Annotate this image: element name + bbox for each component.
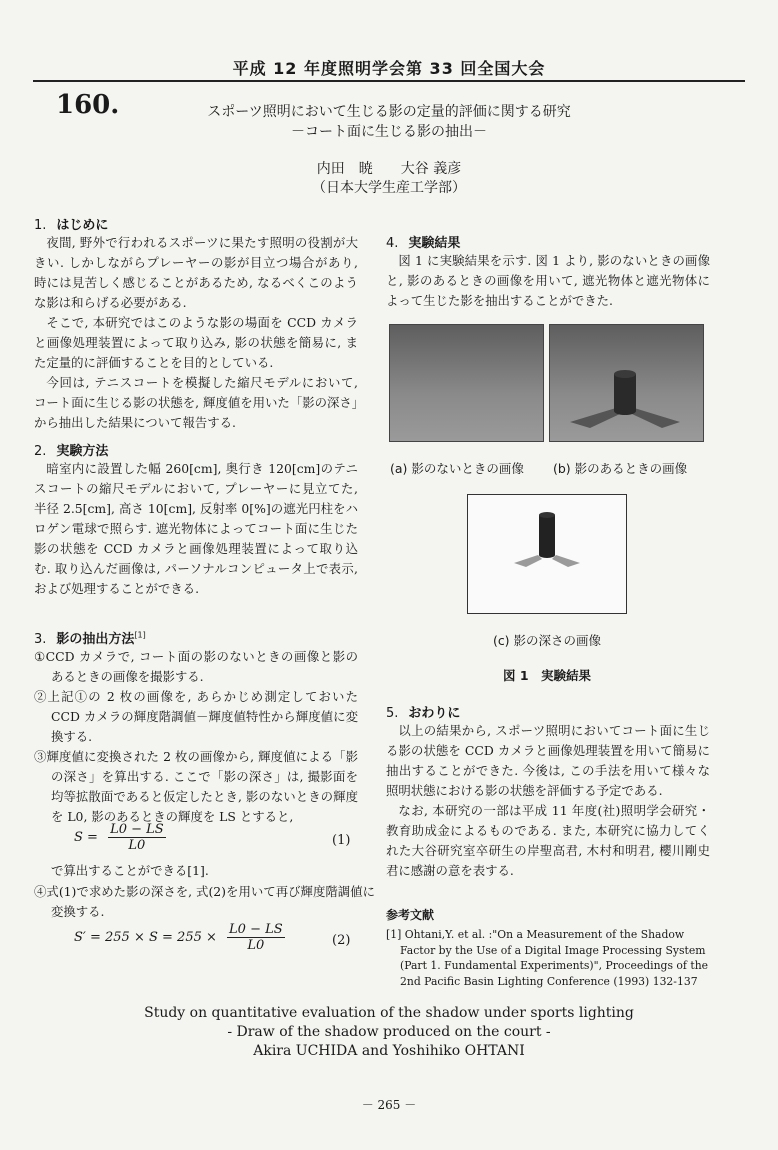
header-rule: [33, 80, 745, 82]
english-title: Study on quantitative evaluation of the shadow under sports lighting: [144, 1005, 634, 1021]
paragraph: 暗室内に設置した幅 260[cm], 奥行き 120[cm]のテニスコートの縮尺モデルにおいて, プレーヤーに見立てた, 半径 2.5[cm], 高さ 10[cm], 反射率 0[%]の遮光円柱をハロゲン電球で照らす. 遮光物体によってコート面に生じた影の状態を CCD カメラと画像処理装置によって取り込む. 取り込んだ画像は, パーソナルコンピュータ上で表示, および処理することができる.: [34, 461, 358, 596]
section-body: [386, 251, 710, 311]
equation-1-label: (1): [332, 833, 351, 848]
figure-image-no-shadow: [389, 324, 544, 442]
paper-number: 160.: [56, 90, 120, 120]
paragraph: 図 1 に実験結果を示す. 図 1 より, 影のないときの画像と, 影のあるときの画像を用いて, 遮光物体と遮光物体によって生じた影を抽出することができた.: [386, 253, 710, 308]
section-heading: 1. はじめに: [34, 218, 109, 233]
authors: 内田 暁 大谷 義彦: [316, 161, 462, 177]
section-heading: 5. おわりに: [386, 706, 461, 721]
equation-2-label: (2): [332, 933, 351, 948]
figure-title: 図 1 実験結果: [502, 668, 592, 683]
english-authors: Akira UCHIDA and Yoshihiko OHTANI: [253, 1043, 525, 1059]
paragraph: 今回は, テニスコートを模擬した縮尺モデルにおいて, コート面に生じる影の状態を, 輝度値を用いた「影の深さ」から抽出した結果について報告する.: [34, 375, 358, 430]
paragraph: なお, 本研究の一部は平成 11 年度(社)照明学会研究・教育助成金によるものである. また, 本研究に協力してくれた大谷研究室卒研生の岸聖高君, 木村和明君, 櫻川剛史君に感謝の意を表する.: [386, 803, 710, 878]
figure-caption-c: (c) 影の深さの画像: [492, 633, 602, 648]
references-heading: 参考文献: [386, 908, 435, 922]
shadow-depth-drawing: [468, 495, 626, 613]
section-results: [386, 232, 710, 311]
section-heading: 2. 実験方法: [34, 444, 109, 459]
after-equation-text: で算出することができる[1].: [51, 863, 209, 878]
list-item: ③輝度値に変換された 2 枚の画像から, 輝度値による「影の深さ」を算出する. ここで「影の深さ」は, 撮影面を均等拡散面であると仮定したとき, 影のないときの輝度を L0, 影のあるときの輝度を LS とすると,: [34, 749, 358, 824]
references: [386, 906, 710, 989]
list-item: ④式(1)で求めた影の深さを, 式(2)を用いて再び輝度階調値に変換する.: [34, 884, 375, 919]
section-body: [34, 459, 358, 599]
section-heading: 3. 影の抽出方法[1]: [34, 630, 146, 647]
section-body: [34, 233, 358, 433]
equation-1: S = $\frac{L0 - LS}{L0}$: [74, 822, 164, 853]
paper-subtitle: －コート面に生じる影の抽出－: [291, 124, 487, 140]
section-heading: 4. 実験結果: [386, 236, 461, 251]
cylinder-shadow-drawing: [550, 325, 703, 441]
conference-header: 平成 12 年度照明学会第 33 回全国大会: [232, 59, 546, 78]
section-extraction: [34, 628, 358, 827]
list-item: ①CCD カメラで, コート面の影のないときの画像と影のあるときの画像を撮影する.: [34, 649, 358, 684]
english-subtitle: - Draw of the shadow produced on the court -: [227, 1024, 551, 1040]
figure-image-shadow-depth: [467, 494, 627, 614]
paragraph: 以上の結果から, スポーツ照明においてコート面に生じる影の状態を CCD カメラと画像処理装置を用いて簡易に抽出することができた. 今後は, この手法を用いて様々な照明状態における影の状態を評価する予定である.: [386, 723, 710, 798]
section-body: [386, 721, 710, 881]
paragraph: 夜間, 野外で行われるスポーツに果たす照明の役割が大きい. しかしながらプレーヤーの影が目立つ場合があり, 時には見苦しく感じることがあるため, なるべくこのような影は和らげる必要がある.: [34, 235, 358, 310]
section-method: [34, 440, 358, 599]
figure-image-with-shadow: [549, 324, 704, 442]
section-conclusion: [386, 702, 710, 881]
figure-caption-a: (a) 影のないときの画像: [390, 461, 524, 476]
figure-caption-b: (b) 影のあるときの画像: [553, 461, 688, 476]
section-intro: [34, 214, 358, 433]
equation-2: S′ = 255 × S = 255 × $\frac{L0 - LS}{L0}$: [74, 922, 283, 953]
affiliation: （日本大学生産工学部）: [312, 180, 466, 196]
paper-title: スポーツ照明において生じる影の定量的評価に関する研究: [207, 104, 571, 120]
reference-item: [1] Ohtani,Y. et al. :"On a Measurement of the Shadow Factor by the Use of a Digital Image Processing System (Part 1. Fundamental Experiments)", Proceedings of the 2nd Pacific Basin Lighting Conference (1993) 132-137: [386, 928, 709, 988]
paragraph: そこで, 本研究ではこのような影の場面を CCD カメラと画像処理装置によって取り込み, 影の状態を簡易に, また定量的に評価することを目的としている.: [34, 315, 358, 370]
page-number: － 265 －: [361, 1098, 417, 1112]
list-item: ②上記①の 2 枚の画像を, あらかじめ測定しておいた CCD カメラの輝度階調値－輝度値特性から輝度値に変換する.: [34, 689, 358, 744]
